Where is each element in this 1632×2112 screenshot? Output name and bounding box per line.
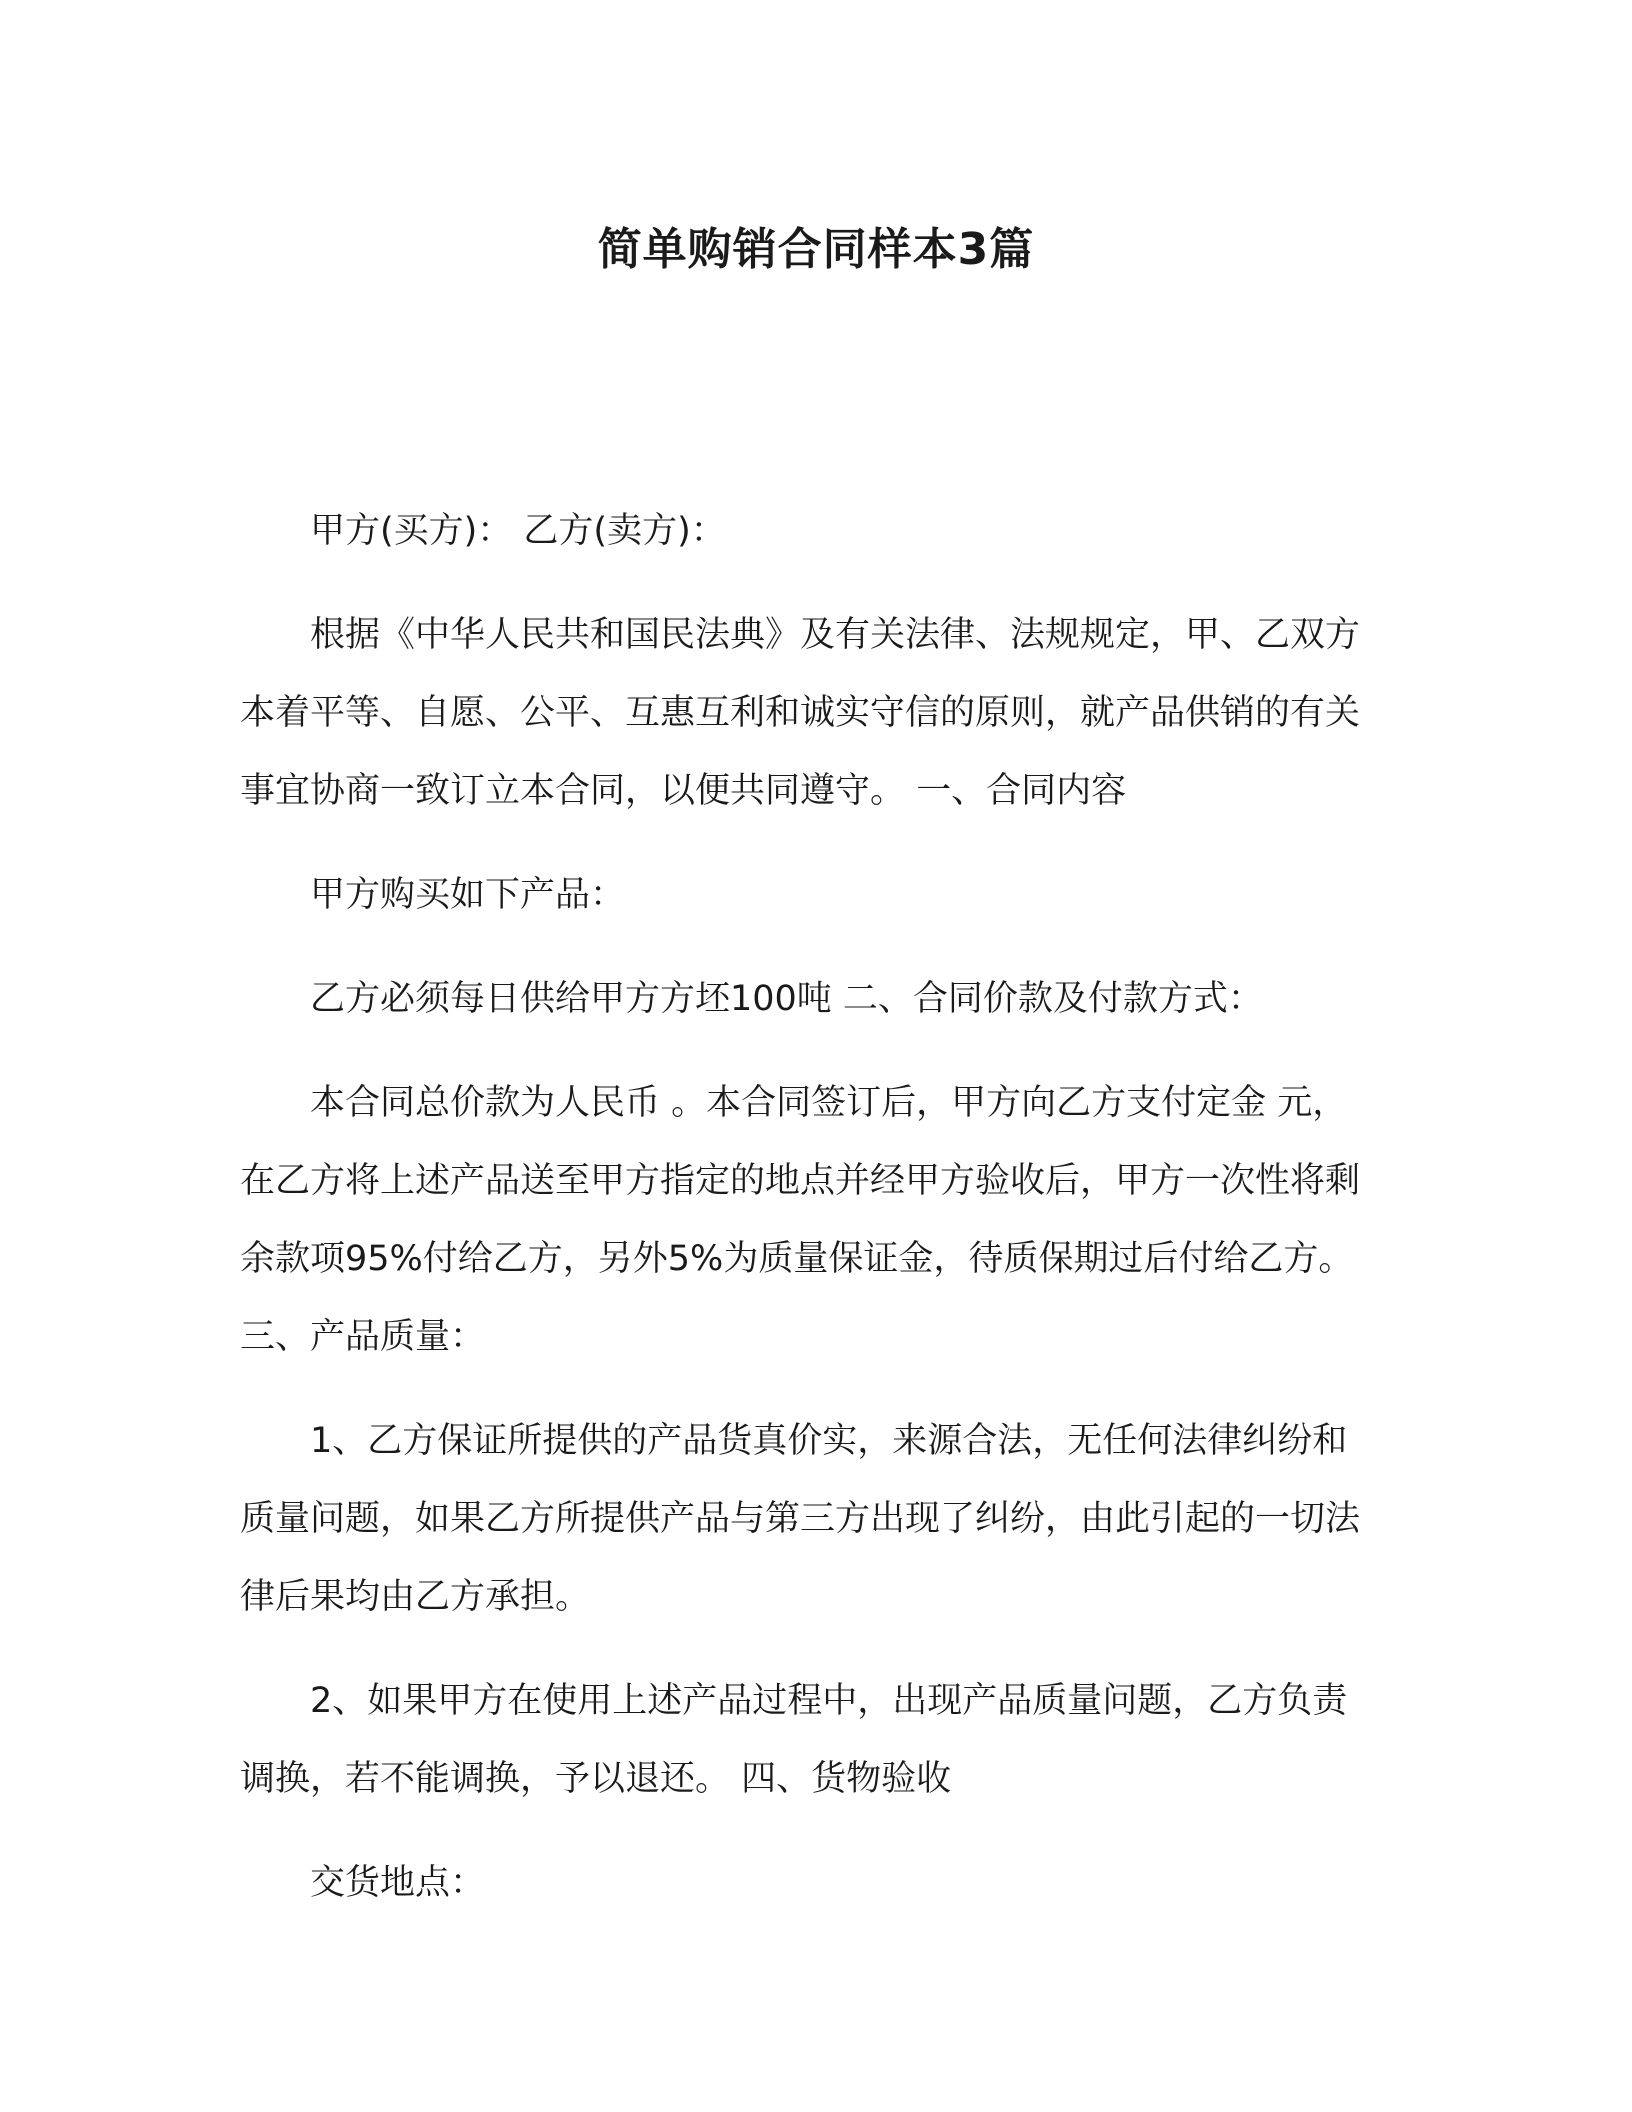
products-paragraph: 甲方购买如下产品： — [310, 875, 626, 915]
parties-paragraph: 甲方(买方)： 乙方(卖方)： — [310, 511, 726, 551]
supply-paragraph: 乙方必须每日供给甲方方坯100吨 二、合同价款及付款方式： — [310, 979, 1263, 1019]
document-title: 简单购销合同样本3篇 — [597, 224, 1035, 275]
delivery-location-paragraph: 交货地点： — [310, 1863, 486, 1903]
document-body — [240, 492, 1380, 1948]
preamble-paragraph: 根据《中华人民共和国民法典》及有关法律、法规规定，甲、乙双方本着平等、自愿、公平、互惠互利和诚实守信的原则，就产品供销的有关事宜协商一致订立本合同，以便共同遵守。 一、合同内容 — [240, 615, 1361, 811]
quality-clause-1: 1、乙方保证所提供的产品货真价实，来源合法，无任何法律纠纷和质量问题，如果乙方所提供产品与第三方出现了纠纷，由此引起的一切法律后果均由乙方承担。 — [240, 1421, 1361, 1617]
quality-clause-2: 2、如果甲方在使用上述产品过程中，出现产品质量问题，乙方负责调换，若不能调换，予以退还。 四、货物验收 — [240, 1681, 1348, 1799]
payment-paragraph: 本合同总价款为人民币 。本合同签订后，甲方向乙方支付定金 元，在乙方将上述产品送至甲方指定的地点并经甲方验收后，甲方一次性将剩余款项95%付给乙方，另外5%为质量保证金，待质保期过后付给乙方。 三、产品质量： — [240, 1083, 1361, 1357]
